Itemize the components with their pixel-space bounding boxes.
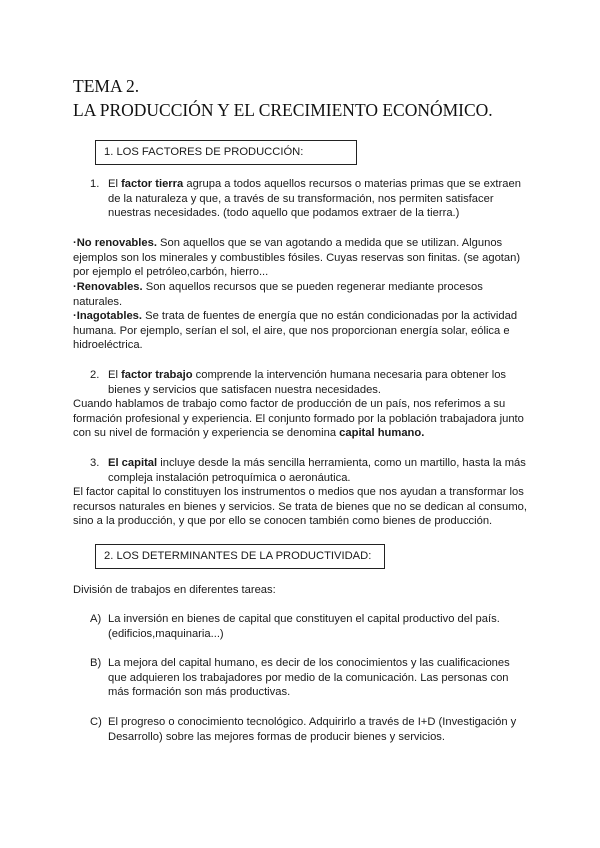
- item-b: [108, 656, 526, 700]
- capital-line-1: El factor capital lo constituyen los instrumentos o medios que nos ayudan a transformar los: [73, 486, 524, 498]
- item-2-factor-trabajo: [108, 368, 526, 397]
- item-1-factor-tierra: [108, 177, 526, 221]
- no-renovables-line-2: ejemplos son los minerales y combustibles fósiles. Cuyas reservas son finitas. (se agotan): [73, 251, 521, 264]
- item-1-line-3: nuestras necesidades. (todo aquello que podamos extraer de la tierra.): [108, 207, 460, 220]
- item-2-line-1: comprende la intervención humana necesaria para obtener los: [192, 369, 507, 381]
- no-renovables-line-3: por ejemplo el petróleo,carbón, hierro...: [73, 266, 269, 279]
- item-b-line-2: que adquieren los trabajadores por medio de la comunicación. Las personas con: [108, 671, 509, 684]
- item-c-line-1: El progreso o conocimiento tecnológico. Adquirirlo a través de I+D (Investigación y: [108, 716, 517, 728]
- item-3-line-1: incluye desde la más sencilla herramienta, como un martillo, hasta la más: [157, 457, 526, 469]
- para-no-renovables: [73, 236, 527, 280]
- capital-line-3: sino a la producción, y que por ello se conocen también como bienes de producción.: [73, 515, 493, 528]
- inagotables-line-3: hidroeléctrica.: [73, 339, 143, 352]
- item-c-line-2: Desarrollo) sobre las mejores formas de producir bienes y servicios.: [108, 730, 445, 743]
- item-3-capital: [108, 456, 526, 485]
- capital-humano-bold: capital humano.: [339, 427, 425, 440]
- trabajo-line-2: formación profesional y experiencia. El conjunto formado por la población trabajadora junto: [73, 412, 524, 425]
- intro-line: División de trabajos en diferentes tareas:: [73, 584, 276, 596]
- item-3-bold: El capital: [108, 457, 158, 469]
- item-2-bold: factor trabajo: [121, 369, 193, 381]
- item-1-line-2: de la naturaleza y que, a través de su transformación, nos permiten satisfacer: [108, 192, 494, 205]
- no-renovables-line-1: Son aquellos que se van agotando a medida que se utilizan. Algunos: [156, 237, 503, 249]
- item-b-letter: B): [90, 657, 102, 669]
- item-3-line-2: compleja instalación petroquímica o aeronáutica.: [108, 471, 351, 484]
- trabajo-line-1: Cuando hablamos de trabajo como factor de producción de un país, nos referimos a su: [73, 398, 506, 410]
- item-2-line-2: bienes y servicios que satisfacen nuestra necesidades.: [108, 383, 382, 396]
- section-2-intro: [73, 583, 527, 598]
- inagotables-line-2: humana. Por ejemplo, serían el sol, el aire, que nos proporcionan energía solar, eólica e: [73, 324, 510, 337]
- item-a: [108, 612, 526, 641]
- section-1-heading: 1. LOS FACTORES DE PRODUCCIÓN:: [95, 140, 357, 165]
- item-1-number: 1.: [90, 178, 100, 190]
- para-inagotables: [73, 309, 527, 353]
- item-c-letter: C): [90, 716, 102, 728]
- item-a-letter: A): [90, 613, 102, 625]
- inagotables-bold: ·Inagotables.: [73, 310, 142, 322]
- inagotables-line-1: Se trata de fuentes de energía que no están condicionadas por la actividad: [142, 310, 518, 322]
- para-factor-capital: [73, 485, 527, 529]
- no-renovables-bold: ·No renovables.: [73, 237, 157, 249]
- item-a-line-1: La inversión en bienes de capital que constituyen el capital productivo del país.: [108, 613, 500, 625]
- item-1-bold: factor tierra: [121, 178, 184, 190]
- section-2-heading: 2. LOS DETERMINANTES DE LA PRODUCTIVIDAD:: [95, 544, 385, 569]
- capital-line-2: recursos naturales en bienes y servicios. Se trata de bienes que no se dedican al consumo,: [73, 500, 527, 513]
- renovables-bold: ·Renovables.: [73, 281, 143, 293]
- trabajo-line-3: con su nivel de formación y experiencia se denomina: [73, 427, 340, 440]
- item-2-pre: El: [108, 369, 122, 381]
- para-capital-humano: [73, 397, 527, 441]
- item-1-line-1: agrupa a todos aquellos recursos o materias primas que se extraen: [183, 178, 521, 190]
- title-line-2: LA PRODUCCIÓN Y EL CRECIMIENTO ECONÓMICO.: [73, 100, 493, 120]
- item-3-number: 3.: [90, 457, 100, 469]
- renovables-line-1: Son aquellos recursos que se pueden regenerar mediante procesos: [142, 281, 483, 293]
- item-c: [108, 715, 526, 744]
- page-title: [73, 74, 493, 122]
- item-b-line-3: más formación son más productivas.: [108, 686, 291, 699]
- item-2-number: 2.: [90, 369, 100, 381]
- para-renovables: [73, 280, 527, 309]
- item-a-line-2: (edificios,maquinaria...): [108, 627, 224, 640]
- title-line-1: TEMA 2.: [73, 76, 140, 96]
- renovables-line-2: naturales.: [73, 295, 123, 308]
- item-b-line-1: La mejora del capital humano, es decir de los conocimientos y las cualificaciones: [108, 657, 510, 669]
- item-1-pre: El: [108, 178, 122, 190]
